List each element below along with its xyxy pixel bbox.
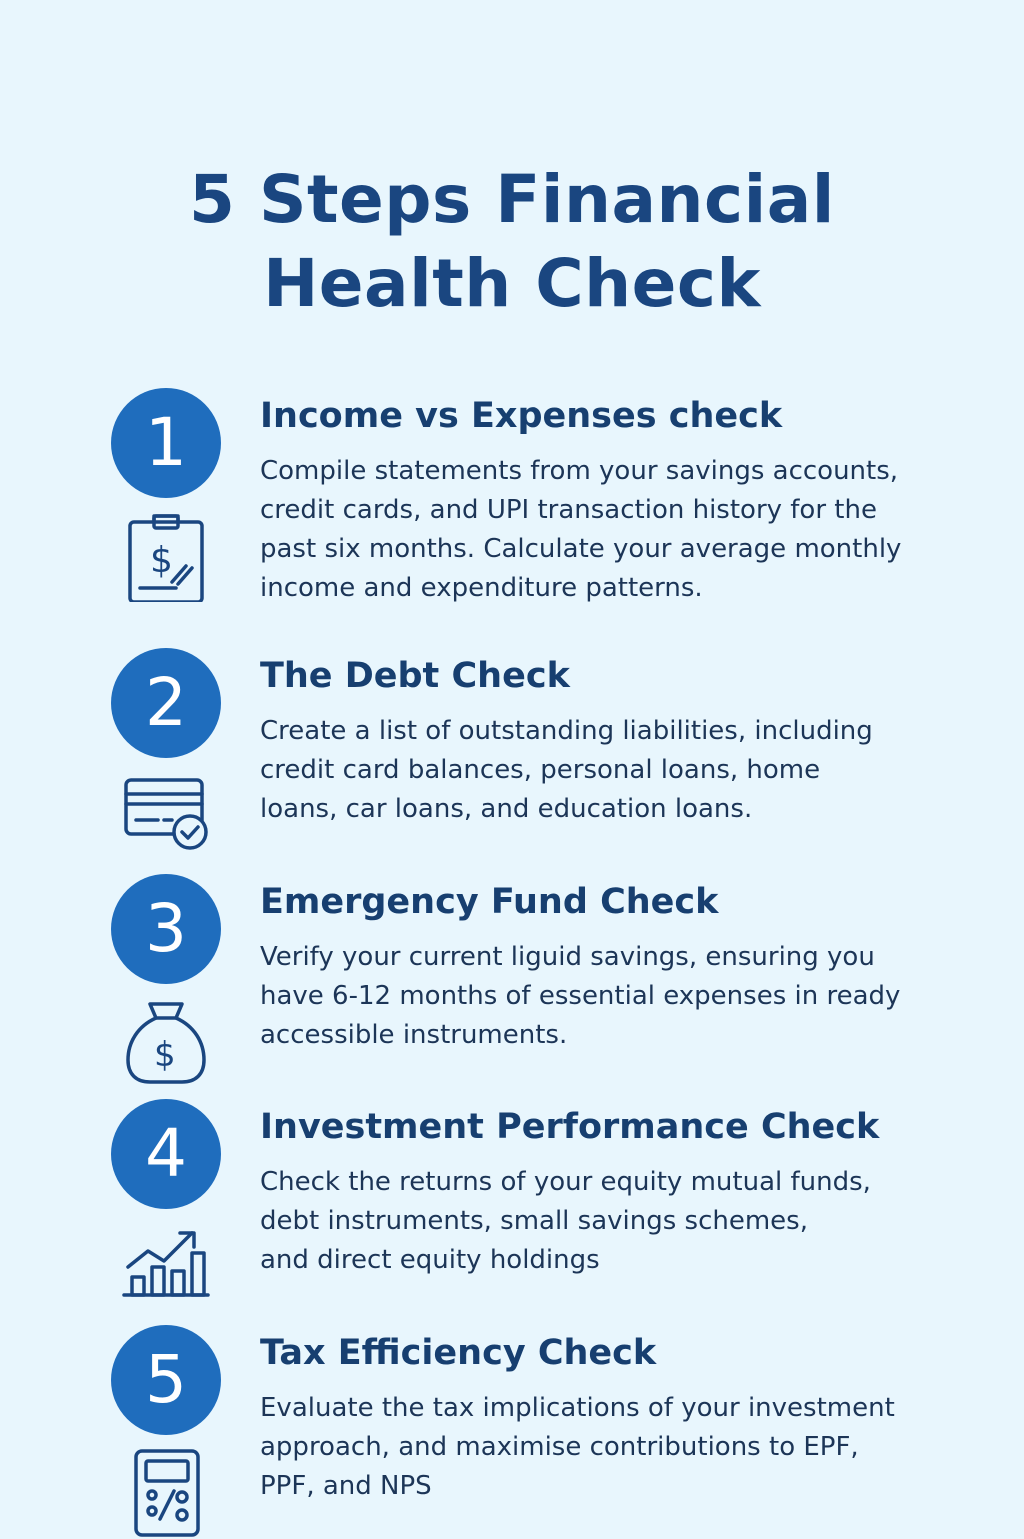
step-description-line: PPF, and NPS	[260, 1471, 432, 1501]
step-description-line: Create a list of outstanding liabilities, including	[260, 716, 873, 746]
page-title-line-1: 5 Steps Financial	[189, 161, 835, 238]
money-bag-icon	[120, 996, 212, 1088]
step-description-line: Check the returns of your equity mutual funds,	[260, 1167, 871, 1197]
step-description-line: loans, car loans, and education loans.	[260, 794, 753, 824]
step-description-line: income and expenditure patterns.	[260, 573, 703, 603]
growth-chart-icon	[120, 1221, 212, 1313]
step-description	[260, 1389, 940, 1506]
step-title: Emergency Fund Check	[260, 882, 719, 922]
step-number-badge: 2	[111, 648, 221, 758]
step-title: Investment Performance Check	[260, 1107, 880, 1147]
step-description-line: approach, and maximise contributions to EPF,	[260, 1432, 859, 1462]
step-description	[260, 938, 940, 1055]
page-title-line-2: Health Check	[263, 245, 761, 322]
step-description-line: debt instruments, small savings schemes,	[260, 1206, 808, 1236]
step-number-badge: 1	[111, 388, 221, 498]
clipboard-dollar-icon	[120, 510, 212, 602]
step-description-line: Verify your current liguid savings, ensuring you	[260, 942, 875, 972]
step-description-line: Compile statements from your savings accounts,	[260, 456, 899, 486]
step-number-badge: 4	[111, 1099, 221, 1209]
step-description-line: past six months. Calculate your average monthly	[260, 534, 902, 564]
step-description	[260, 452, 940, 608]
calculator-percent-icon	[120, 1447, 212, 1539]
svg-text:$: $	[154, 1035, 176, 1075]
step-title: Income vs Expenses check	[260, 396, 783, 436]
step-title: The Debt Check	[260, 656, 570, 696]
page-title	[0, 158, 1024, 326]
step-description-line: and direct equity holdings	[260, 1245, 600, 1275]
credit-card-check-icon	[120, 770, 212, 862]
step-description	[260, 1163, 940, 1280]
step-description-line: credit cards, and UPI transaction history for the	[260, 495, 877, 525]
step-description-line: accessible instruments.	[260, 1020, 568, 1050]
step-number-badge: 3	[111, 874, 221, 984]
step-number-badge: 5	[111, 1325, 221, 1435]
step-description-line: Evaluate the tax implications of your investment	[260, 1393, 895, 1423]
svg-text:$: $	[150, 540, 173, 581]
step-description	[260, 712, 940, 829]
step-title: Tax Efficiency Check	[260, 1333, 657, 1373]
step-description-line: have 6-12 months of essential expenses in ready	[260, 981, 901, 1011]
step-description-line: credit card balances, personal loans, home	[260, 755, 821, 785]
